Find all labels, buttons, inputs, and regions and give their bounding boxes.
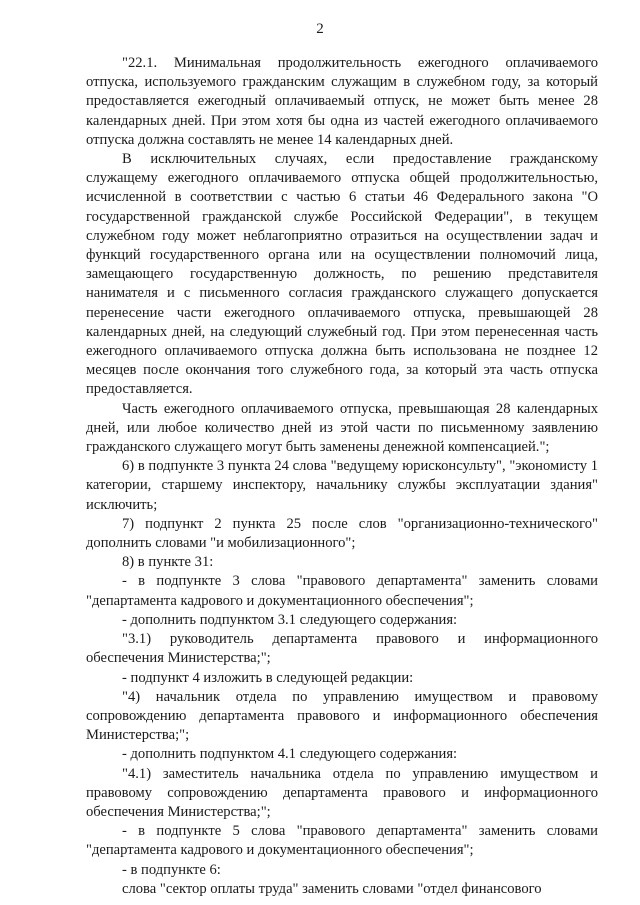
paragraph-22-1: "22.1. Минимальная продолжительность ежегодного оплачиваемого отпуска, используемого гражданским служащим в служебном году, за который предоставляется ежегодный оплачиваемый отпуск, не может быть менее 28 календарных дней. При этом хотя бы одна из частей ежегодного оплачиваемого отпуска должна составлять не менее 14 календарных дней. bbox=[86, 55, 598, 148]
paragraph-4-1-text: "4.1) заместитель начальника отдела по управлению имуществом и правовому сопровождению департамента правового и информационного обеспечения Министерства;"; bbox=[86, 765, 598, 820]
paragraph-subitem-4: - подпункт 4 изложить в следующей редакции: bbox=[122, 669, 414, 686]
paragraph-subitem-6: - в подпункте 6: bbox=[122, 861, 221, 878]
page-number: 2 bbox=[316, 21, 324, 37]
paragraph-item-7: 7) подпункт 2 пункта 25 после слов "организационно-технического" дополнить словами "и мобилизационного"; bbox=[86, 515, 598, 552]
paragraph-subitem-3: - в подпункте 3 слова "правового департамента" заменить словами "департамента кадрового и документационного обеспечения"; bbox=[86, 573, 598, 609]
paragraph-compensation: Часть ежегодного оплачиваемого отпуска, превышающая 28 календарных дней, или любое количество дней из этой части по письменному заявлению гражданского служащего могут быть заменены денежной компенсацией."; bbox=[86, 400, 598, 456]
paragraph-subitem-6-words: слова "сектор оплаты труда" заменить словами "отдел финансового bbox=[122, 880, 542, 897]
paragraph-add-4-1: - дополнить подпунктом 4.1 следующего содержания: bbox=[122, 746, 458, 763]
paragraph-4-text: "4) начальник отдела по управлению имуществом и правовому сопровождению департамента правового и информационного обеспечения Министерства;"; bbox=[86, 688, 598, 744]
paragraph-add-3-1: - дополнить подпунктом 3.1 следующего содержания: bbox=[122, 611, 458, 628]
paragraph-3-1-text: "3.1) руководитель департамента правового и информационного обеспечения Министерства;"; bbox=[86, 631, 598, 667]
paragraph-item-6: 6) в подпункте 3 пункта 24 слова "ведущему юрисконсульту", "экономисту 1 категории, старшему инспектору, начальнику службы эксплуатации здания" исключить; bbox=[86, 458, 598, 513]
document-body bbox=[86, 54, 598, 899]
paragraph-exceptional-cases: В исключительных случаях, если предоставление гражданскому служащему ежегодного оплачиваемого отпуска общей продолжительностью, исчисленной в соответствии с частью 6 статьи 46 Федерального закона "О государственной гражданской службе Российской Федерации", в текущем служебном году может неблагоприятно отразиться на осуществлении задач и функций государственного органа или на осуществлении полномочий лица, замещающего государственную должность, по решению представителя нанимателя и с письменного согласия гражданского служащего допускается перенесение части ежегодного оплачиваемого отпуска, превышающей 28 календарных дней, на следующий служебный год. При этом перенесенная часть ежегодного оплачиваемого отпуска должна быть использована не позднее 12 месяцев после окончания того служебного года, за который эта часть отпуска предоставляется. bbox=[86, 151, 598, 398]
paragraph-item-8: 8) в пункте 31: bbox=[122, 554, 214, 571]
paragraph-subitem-5: - в подпункте 5 слова "правового департамента" заменить словами "департамента кадрового и документационного обеспечения"; bbox=[86, 823, 598, 859]
